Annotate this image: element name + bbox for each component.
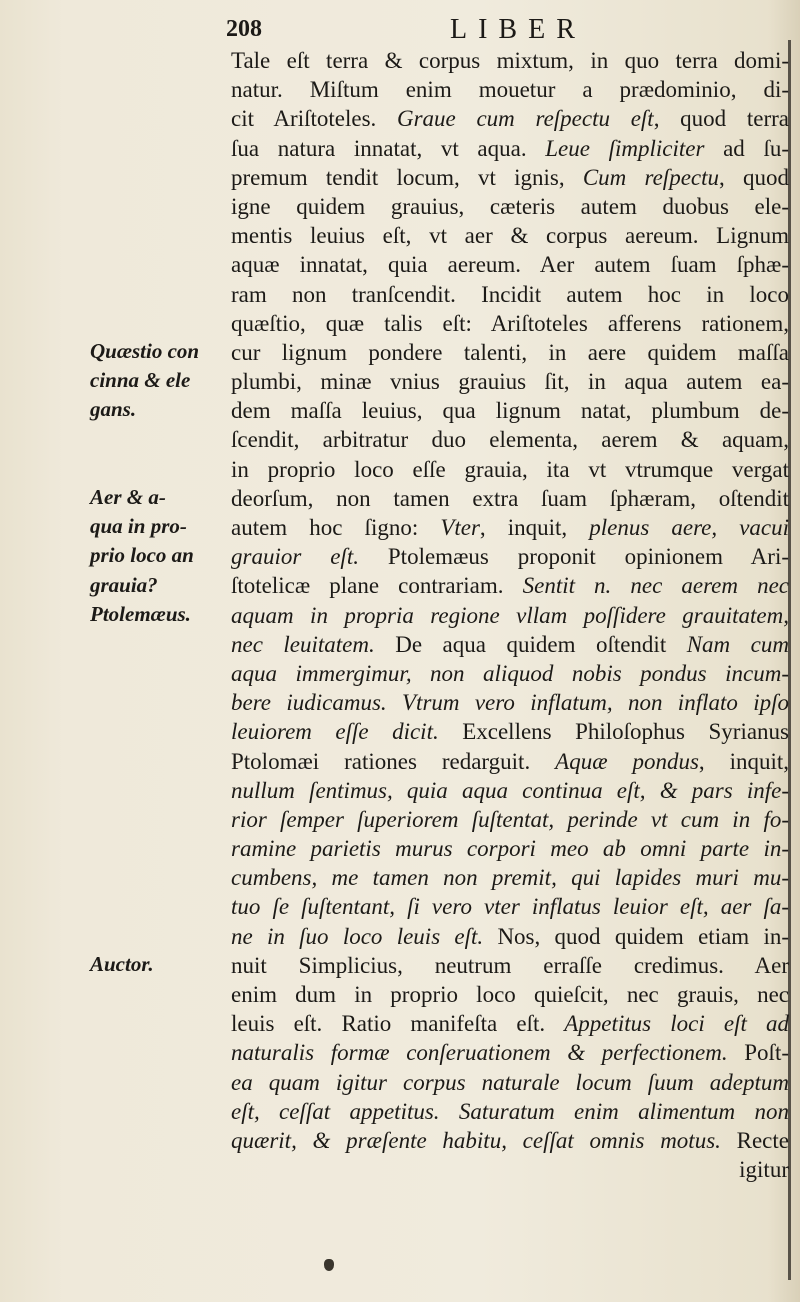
text-line	[231, 455, 789, 484]
roman-segment: leuis eſt. Ratio manifeſta eſt.	[231, 1011, 565, 1037]
margin-note-aer	[90, 483, 194, 600]
italic-segment: aquam in propria regione vllam poſſidere grauitatem,	[231, 602, 789, 628]
roman-segment: Nos, quod quidem etiam in-	[483, 923, 789, 949]
text-line	[231, 338, 789, 367]
italic-segment: ramine parietis murus corpori meo ab omni parte in-	[231, 836, 789, 862]
italic-segment: Cum reſpectu	[582, 164, 720, 190]
roman-segment: Excellens Philoſophus Syrianus	[438, 719, 789, 745]
text-line	[231, 1155, 789, 1184]
roman-segment: plumbi, minæ vnius grauius ſit, in aqua autem ea-	[231, 369, 789, 395]
roman-segment: cit Ariſtoteles.	[231, 106, 397, 132]
text-line	[231, 630, 789, 659]
roman-segment: mentis leuius eſt, vt aer & corpus aereum. Lignum	[231, 223, 789, 249]
margin-note-quaestio	[90, 337, 199, 425]
roman-segment: aquæ innatat, quia aereum. Aer autem ſuam ſphæ-	[231, 252, 789, 278]
text-line	[231, 951, 789, 980]
italic-segment: eſt, ceſſat appetitus. Saturatum enim alimentum non	[231, 1098, 789, 1124]
italic-segment: leuiorem eſſe dicit.	[231, 719, 439, 745]
text-line	[231, 863, 789, 892]
italic-segment: Leue ſimpliciter	[545, 135, 705, 161]
margin-note-line: qua in pro-	[90, 514, 187, 539]
roman-segment: Ptolomæi rationes redarguit.	[231, 748, 556, 774]
italic-segment: bere iudicamus. Vtrum vero inflatum, non inflato ipſo	[231, 690, 789, 716]
text-line	[231, 980, 789, 1009]
roman-segment: deorſum, non tamen extra ſuam ſphæram, oſtendit	[231, 485, 789, 511]
margin-note-line: Ptolemæus.	[90, 602, 191, 626]
text-line	[231, 104, 789, 133]
roman-segment: ad ſu-	[704, 135, 789, 161]
text-line	[231, 396, 789, 425]
roman-segment: quæſtio, quæ talis eſt: Ariſtoteles afferens rationem,	[231, 310, 789, 336]
roman-segment: in proprio loco eſſe grauia, ita vt vtrumque vergat	[231, 456, 789, 482]
text-line	[231, 309, 789, 338]
text-line	[231, 425, 789, 454]
margin-note-line: cinna & ele	[90, 368, 191, 393]
running-header	[0, 14, 800, 50]
text-line	[231, 805, 789, 834]
roman-segment: Ptolemæus proponit opinionem Ari-	[358, 544, 789, 570]
text-line	[231, 46, 789, 75]
italic-segment: Nam cum	[686, 631, 789, 657]
text-line	[231, 75, 789, 104]
roman-segment: natur. Miſtum enim mouetur a prædominio, di-	[231, 77, 789, 103]
margin-note-line: gans.	[90, 397, 137, 422]
italic-segment: ea quam igitur corpus naturale locum ſuum adeptum	[231, 1069, 789, 1095]
roman-segment: nuit Simplicius, neutrum erraſſe credimus. Aer	[231, 952, 789, 978]
italic-segment: Aquæ pondus	[555, 748, 699, 774]
italic-segment: nullum ſentimus, quia aqua continua eſt, & pars infe-	[231, 777, 789, 803]
text-line	[231, 163, 789, 192]
roman-segment: dem maſſa leuius, qua lignum natat, plumbum de-	[231, 398, 789, 424]
main-text-block	[231, 46, 789, 1184]
text-line	[231, 659, 789, 688]
italic-segment: tuo ſe ſuſtentant, ſi vero vter inflatus leuior eſt, aer ſa-	[231, 894, 789, 920]
roman-segment: enim dum in proprio loco quieſcit, nec grauis, nec	[231, 982, 789, 1007]
italic-segment: Vter	[440, 515, 480, 540]
roman-segment: , inquit,	[479, 515, 590, 540]
italic-segment: quærit, & præſente habitu, ceſſat omnis motus.	[231, 1127, 721, 1153]
text-line	[231, 1097, 789, 1126]
roman-segment: Recte	[720, 1127, 789, 1153]
roman-segment: autem hoc ſigno:	[231, 515, 441, 540]
text-line	[231, 1038, 789, 1067]
text-line	[231, 747, 789, 776]
text-line	[231, 892, 789, 921]
text-line	[231, 513, 789, 542]
italic-segment: rior ſemper ſuperiorem ſuſtentat, perinde vt cum in fo-	[231, 806, 789, 832]
roman-segment: ſtotelicæ plane contrariam.	[231, 573, 523, 599]
margin-note-auctor	[90, 950, 154, 979]
italic-segment: nec leuitatem.	[231, 631, 375, 657]
ink-speck	[324, 1259, 334, 1271]
roman-segment: Tale eſt terra & corpus mixtum, in quo terra domi-	[231, 48, 789, 73]
text-line	[231, 688, 789, 717]
text-line	[231, 1068, 789, 1097]
roman-segment: igne quidem grauius, cæteris autem duobus ele-	[231, 193, 789, 219]
text-line	[231, 542, 789, 571]
text-line	[231, 717, 789, 746]
italic-segment: cumbens, me tamen non premit, qui lapides muri mu-	[231, 865, 789, 891]
roman-segment: De aqua quidem oſtendit	[374, 631, 687, 657]
text-line	[231, 250, 789, 279]
italic-segment: Appetitus loci eſt ad	[564, 1011, 789, 1037]
text-line	[231, 776, 789, 805]
roman-segment: Poſt-	[727, 1040, 789, 1066]
roman-segment: ſcendit, arbitratur duo elementa, aerem & aquam,	[231, 427, 789, 453]
text-line	[231, 280, 789, 309]
roman-segment: , inquit,	[698, 748, 789, 774]
margin-note-line: Quæstio con	[90, 339, 200, 363]
roman-segment: ſua natura innatat, vt aqua.	[231, 135, 546, 161]
roman-segment: igitur	[739, 1157, 789, 1183]
italic-segment: Graue cum reſpectu eſt	[396, 106, 654, 132]
italic-segment: grauior eſt.	[231, 544, 359, 570]
text-line	[231, 484, 789, 513]
text-line	[231, 1126, 789, 1155]
text-line	[231, 601, 789, 630]
margin-note-line: Aer & a-	[90, 485, 166, 509]
margin-note-ptolemaeus	[90, 600, 191, 629]
text-line	[231, 571, 789, 600]
italic-segment: aqua immergimur, non aliquod nobis pondus incum-	[231, 660, 789, 686]
text-line	[231, 134, 789, 163]
text-line	[231, 367, 789, 396]
roman-segment: cur lignum pondere talenti, in aere quidem maſſa	[231, 339, 789, 365]
page-number: 208	[226, 16, 262, 42]
italic-segment: plenus aere, vacui	[589, 515, 789, 540]
running-title: LIBER	[450, 14, 586, 45]
text-line	[231, 834, 789, 863]
italic-segment: naturalis formæ conſeruationem & perfectionem.	[231, 1040, 728, 1066]
roman-segment: ram non tranſcendit. Incidit autem hoc in loco	[231, 281, 789, 307]
text-line	[231, 1009, 789, 1038]
text-line	[231, 922, 789, 951]
italic-segment: ne in ſuo loco leuis eſt.	[231, 923, 484, 949]
margin-note-line: Auctor.	[90, 952, 154, 976]
italic-segment: Sentit n. nec aerem nec	[522, 573, 789, 599]
text-line	[231, 192, 789, 221]
margin-note-line: prio loco an	[90, 543, 194, 568]
roman-segment: , quod terra	[653, 106, 789, 132]
roman-segment: premum tendit locum, vt ignis,	[231, 164, 583, 190]
margin-note-line: grauia?	[90, 572, 158, 597]
text-line	[231, 221, 789, 250]
roman-segment: , quod	[719, 164, 789, 190]
